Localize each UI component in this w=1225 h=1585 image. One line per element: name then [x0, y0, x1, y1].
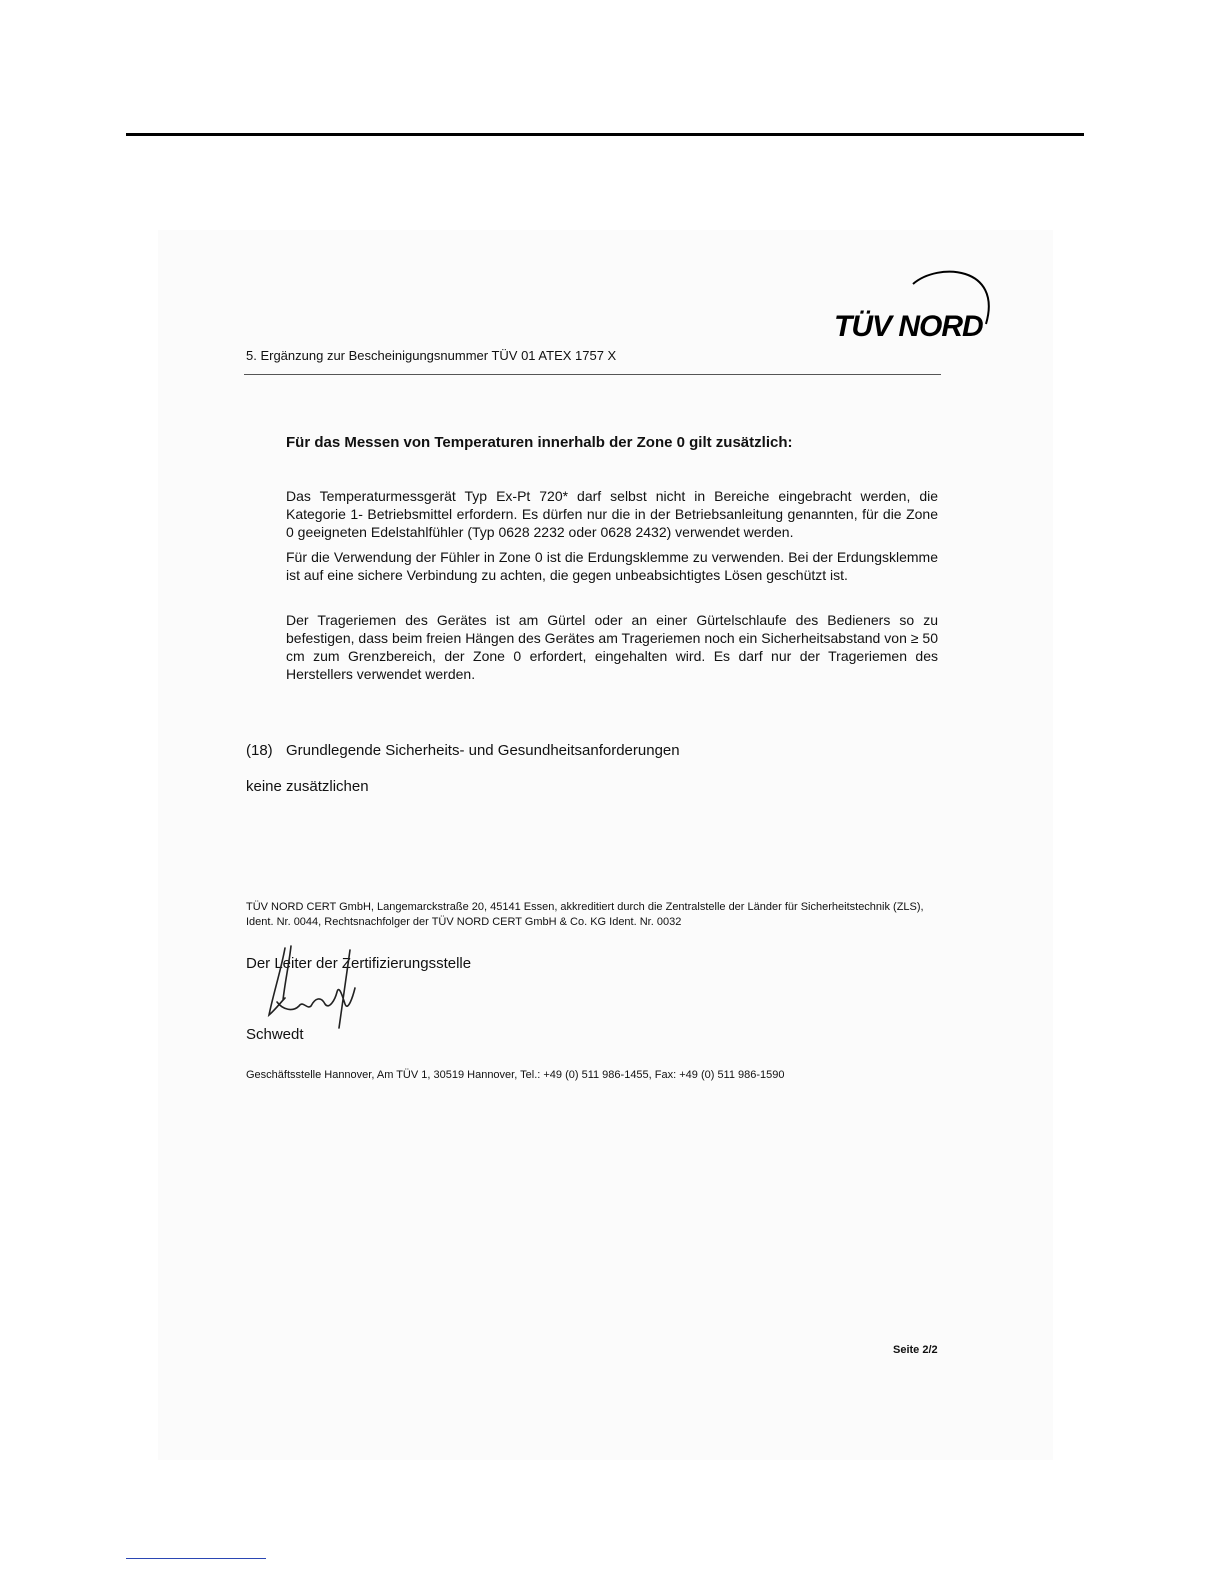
organization-footer: TÜV NORD CERT GmbH, Langemarckstraße 20, 45141 Essen, akkreditiert durch die Zentralstelle der Länder für Sicherheitstechnik (ZLS), Ident. Nr. 0044, Rechtsnachfolger der TÜV NORD CERT GmbH & Co. KG Ident. Nr. 0032 — [246, 901, 924, 928]
svg-text:TÜV NORD: TÜV NORD — [834, 310, 983, 342]
section-18-title: Grundlegende Sicherheits- und Gesundheitsanforderungen — [286, 742, 680, 759]
certificate-reference: 5. Ergänzung zur Bescheinigungsnummer TÜV 01 ATEX 1757 X — [246, 348, 617, 363]
tuv-nord-logo — [828, 266, 993, 342]
paragraph-3: Der Trageriemen des Gerätes ist am Gürtel oder an einer Gürtelschlaufe des Bedieners so zu befestigen, dass beim freien Hängen des Gerätes am Trageriemen noch ein Sicherheitsabstand von ≥ 50 cm zum Grenzbereich, der Zone 0 erfordert, eingehalten wird. Es darf nur der Trageriemen des Herstellers verwendet werden. — [286, 612, 938, 682]
paragraph-2: Für die Verwendung der Fühler in Zone 0 ist die Erdungsklemme zu verwenden. Bei der Erdungsklemme ist auf eine sichere Verbindung zu achten, die gegen unbeabsichtigtes Lösen geschützt ist. — [286, 549, 938, 583]
page-number: Seite 2/2 — [893, 1344, 938, 1356]
scanned-page-area — [158, 230, 1053, 1460]
signatory-title: Der Leiter der Zertifizierungsstelle — [246, 955, 472, 972]
top-rule — [126, 133, 1084, 136]
section-18-content: keine zusätzlichen — [246, 778, 369, 795]
paragraph-1: Das Temperaturmessgerät Typ Ex-Pt 720* darf selbst nicht in Bereiche eingebracht werden, die Kategorie 1- Betriebsmittel erfordern. Es dürfen nur die in der Betriebsanleitung genannten, für die Zone 0 geeigneten Edelstahlfühler (Typ 0628 2232 oder 0628 2432) verwendet werden. — [286, 488, 938, 540]
section-18-number: (18) — [246, 742, 273, 759]
section-18-heading — [246, 742, 680, 759]
handwritten-signature — [255, 940, 375, 1035]
footer-link-underline[interactable] — [126, 1558, 266, 1559]
zone0-heading: Für das Messen von Temperaturen innerhalb der Zone 0 gilt zusätzlich: — [286, 434, 793, 451]
header-rule — [244, 374, 941, 375]
signer-name: Schwedt — [246, 1026, 304, 1043]
office-address: Geschäftsstelle Hannover, Am TÜV 1, 30519 Hannover, Tel.: +49 (0) 511 986-1455, Fax: +49 (0) 511 986-1590 — [246, 1069, 785, 1081]
